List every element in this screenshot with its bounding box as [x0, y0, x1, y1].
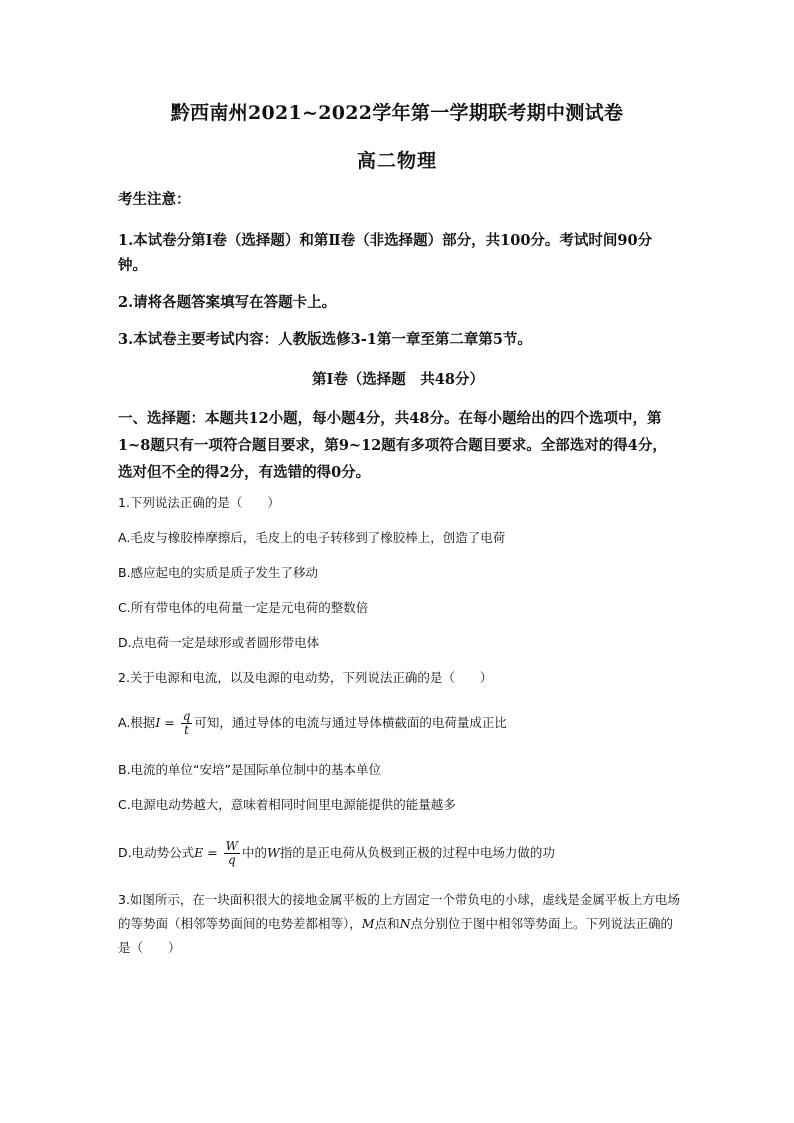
q2-option-a-suffix: 可知，通过导体的电流与通过导体横截面的电荷量成正比 [194, 715, 507, 730]
q2-formula-numerator: q [182, 709, 191, 723]
q2-option-d [118, 840, 683, 867]
notice-item-1: 1.本试卷分第Ⅰ卷（选择题）和第Ⅱ卷（非选择题）部分，共100分。考试时间90分钟。 [118, 232, 653, 274]
exam-subject: 高二物理 [356, 150, 437, 172]
section-instructions: 一、选择题：本题共12小题，每小题4分，共48分。在每小题给出的四个选项中，第1~8题只有一项符合题目要求，第9~12题有多项符合题目要求。全部选对的得4分，选对但不全的得2分，有选错的得0分。 [118, 410, 667, 481]
q2-emf-denominator: q [227, 853, 236, 867]
q3-stem-part3: 点分别位于图中相邻等势面上。下列说法正确的是（ ） [118, 916, 674, 955]
q3-stem-part1: 3.如图所示，在一块面积很大的接地金属平板的上方固定一个带负电的小球，虚线是金属平板上方电场的等势面（相邻等势面间的电势差都相等）， [118, 892, 680, 931]
q2-emf-var: W [267, 845, 280, 860]
q1-option-c: C.所有带电体的电荷量一定是元电荷的整数倍 [118, 600, 369, 615]
notice-item-2: 2.请将各题答案填写在答题卡上。 [118, 294, 337, 311]
q2-option-c: C.电源电动势越大，意味着相同时间里电源能提供的能量越多 [118, 797, 456, 812]
q2-emf-eq: = [203, 845, 222, 860]
q2-formula-eq: = [160, 715, 179, 730]
q2-option-d-prefix: D.电动势公式 [118, 845, 195, 860]
q2-option-d-mid: 中的 [242, 845, 268, 860]
q2-option-a [118, 710, 683, 737]
q1-option-b: B.感应起电的实质是质子发生了移动 [118, 565, 319, 580]
exam-title: 黔西南州2021~2022学年第一学期联考期中测试卷 [170, 102, 624, 124]
q2-option-d-suffix: 指的是正电荷从负极到正极的过程中电场力做的功 [279, 845, 555, 860]
q2-formula-denominator: t [184, 723, 189, 737]
q2-emf-numerator: W [225, 839, 238, 853]
q3-point-m: M [361, 916, 375, 931]
notice-heading: 考生注意： [118, 191, 191, 208]
q2-formula-fraction [181, 710, 193, 737]
q2-stem: 2.关于电源和电流，以及电源的电动势，下列说法正确的是（ ） [118, 670, 493, 685]
section-heading: 第Ⅰ卷（选择题 共48分） [312, 371, 484, 388]
q2-option-a-prefix: A.根据 [118, 715, 156, 730]
q1-option-d: D.点电荷一定是球形或者圆形带电体 [118, 635, 320, 650]
q3-stem [118, 888, 683, 960]
q2-formula-lhs: I [155, 715, 161, 730]
q3-stem-part2: 点和 [374, 916, 400, 931]
notice-item-3: 3.本试卷主要考试内容：人教版选修3-1第一章至第二章第5节。 [118, 331, 532, 348]
q2-emf-fraction [224, 840, 240, 867]
q2-emf-lhs: E [194, 845, 204, 860]
q3-point-n: N [399, 916, 411, 931]
q1-stem: 1.下列说法正确的是（ ） [118, 495, 280, 510]
q2-option-b: B.电流的单位“安培”是国际单位制中的基本单位 [118, 762, 382, 777]
q1-option-a: A.毛皮与橡胶棒摩擦后，毛皮上的电子转移到了橡胶棒上，创造了电荷 [118, 530, 506, 545]
